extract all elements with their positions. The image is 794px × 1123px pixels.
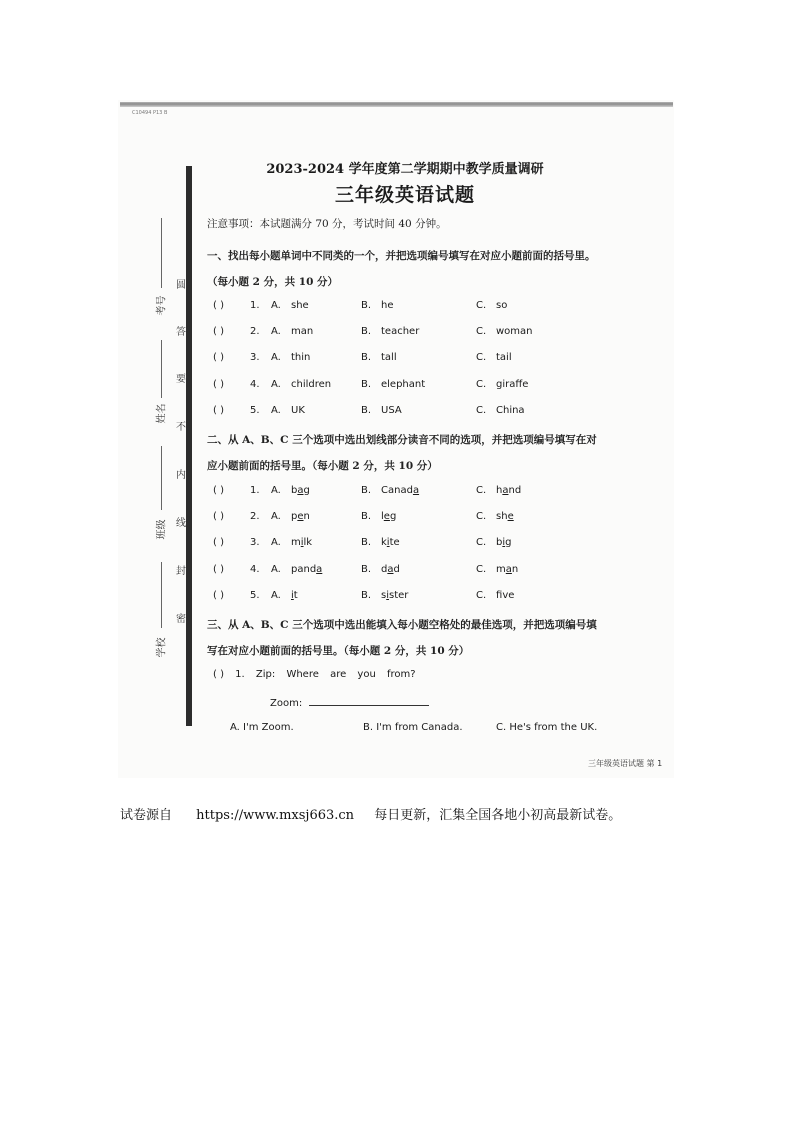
answer-paren[interactable]: ( ) [213, 379, 224, 390]
section2-heading: 二、从 A、B、C 三个选项中选出划线部分读音不同的选项，并把选项编号填写在对 [207, 434, 597, 446]
option-c-label: C. [476, 485, 487, 496]
option-b-label: B. [361, 564, 372, 575]
option-a-label: A. [271, 405, 281, 416]
option-c-label: C. [476, 564, 487, 575]
option-b-text: elephant [381, 379, 426, 390]
question-row [213, 300, 633, 314]
option-b-text: teacher [381, 326, 420, 337]
option-b-label: B. [361, 511, 372, 522]
option-c-text: tail [496, 352, 512, 363]
print-code: C10494 P13 B [132, 110, 168, 116]
question-number: 5. [250, 405, 260, 416]
word-part: s [381, 590, 387, 601]
option-a-text: she [291, 300, 309, 311]
reply-line [270, 696, 429, 709]
option-b-label: B. [361, 537, 372, 548]
option-c-text: China [496, 405, 525, 416]
option-a-label: A. [271, 590, 281, 601]
question-number: 1. [250, 300, 260, 311]
answer-paren[interactable]: ( ) [213, 485, 224, 496]
question-row [213, 485, 633, 499]
question-number: 2. [250, 326, 260, 337]
question-3-1 [213, 669, 424, 680]
word-part: sh [496, 511, 508, 522]
label-kaohao: 考号 [156, 295, 168, 316]
question-row [213, 379, 633, 393]
word-part: g [505, 537, 512, 548]
option-c: C. He's from the UK. [496, 722, 598, 733]
underlined-letters: e [297, 511, 304, 522]
word-part: nd [508, 485, 522, 496]
question-number: 3. [250, 352, 260, 363]
section3-heading: 三、从 A、B、C 三个选项中选出能填入每小题空格处的最佳选项，并把选项编号填 [207, 619, 597, 631]
option-c-word [496, 564, 518, 575]
label-xuexiao: 学校 [156, 637, 168, 658]
option-c-label: C. [476, 537, 487, 548]
question-row [213, 352, 633, 366]
option-a-word [291, 511, 310, 522]
underlined-letters: i [291, 590, 294, 601]
option-a-label: A. [271, 300, 281, 311]
option-c-word [496, 537, 512, 548]
underlined-letters: e [383, 511, 390, 522]
word-part: d [381, 564, 388, 575]
option-c-label: C. [476, 352, 487, 363]
option-a-word [291, 590, 298, 601]
word-part: k [381, 537, 387, 548]
option-a-word [291, 564, 322, 575]
answer-paren[interactable]: ( ) [213, 352, 224, 363]
section1-scoring: （每小题 2 分，共 10 分） [207, 276, 339, 288]
word: you [357, 669, 376, 680]
page-footer: 三年级英语试题 第 1 [588, 759, 663, 768]
word-part: h [496, 485, 503, 496]
word: Zip: [255, 669, 276, 680]
option-a-label: A. [271, 511, 281, 522]
underlined-letters: a [297, 485, 304, 496]
word-part: lk [303, 537, 313, 548]
option-a-word [291, 485, 310, 496]
source-suffix: 每日更新，汇集全国各地小初高最新试卷。 [374, 808, 622, 823]
underlined-letters: e [507, 511, 514, 522]
word-part: m [291, 537, 301, 548]
question-row [213, 590, 633, 604]
exam-title: 三年级英语试题 [334, 184, 475, 206]
option-b-label: B. [361, 326, 372, 337]
answer-paren[interactable]: ( ) [213, 590, 224, 601]
seal-char: 圆 [176, 280, 186, 291]
answer-blank[interactable] [309, 696, 429, 706]
section3-heading-cont: 写在对应小题前面的括号里。（每小题 2 分，共 10 分） [207, 645, 470, 657]
option-b-text: tall [381, 352, 397, 363]
seal-char: 密 [176, 614, 186, 625]
question-number: 1. [235, 669, 245, 680]
source-link[interactable]: https://www.mxsj663.cn [196, 808, 355, 823]
source-prefix: 试卷源自 [120, 808, 173, 823]
option-c-word [496, 485, 521, 496]
question-number: 4. [250, 379, 260, 390]
xuexiao-blank [161, 562, 162, 628]
option-a-text: UK [291, 405, 305, 416]
option-b-label: B. [361, 379, 372, 390]
word-part: ve [502, 590, 515, 601]
underlined-letters: i [386, 537, 390, 548]
option-a-text: man [291, 326, 314, 337]
word-part: t [293, 590, 298, 601]
answer-paren[interactable]: ( ) [213, 326, 224, 337]
underlined-letters: i [300, 537, 304, 548]
word-part: l [381, 511, 384, 522]
label-xingming: 姓名 [156, 403, 168, 424]
option-c-label: C. [476, 300, 487, 311]
option-a-text: children [291, 379, 332, 390]
answer-paren[interactable]: ( ) [213, 537, 224, 548]
seal-char: 线 [176, 518, 186, 529]
underlined-letters: i [386, 590, 389, 601]
reply-label: Zoom: [270, 698, 303, 709]
option-b-word [381, 537, 400, 548]
question-row [213, 564, 633, 578]
option-c-text: so [496, 300, 508, 311]
exam-term-title: 2023-2024 学年度第二学期期中教学质量调研 [266, 162, 544, 177]
option-a-text: thin [291, 352, 311, 363]
option-c-text: woman [496, 326, 533, 337]
underlined-letters: a [387, 564, 394, 575]
seal-char: 不 [176, 422, 186, 433]
word: from? [386, 669, 416, 680]
answer-paren[interactable]: ( ) [213, 300, 224, 311]
option-c-label: C. [476, 511, 487, 522]
option-b: B. I'm from Canada. [363, 722, 463, 733]
question-number: 2. [250, 511, 260, 522]
seal-char: 答 [176, 327, 186, 338]
kaohao-blank [161, 218, 162, 288]
label-banji: 班级 [156, 519, 168, 540]
underlined-letters: a [502, 485, 509, 496]
banji-blank [161, 446, 162, 510]
option-c-label: C. [476, 405, 487, 416]
word-part: d [393, 564, 400, 575]
scan-edge-line [120, 102, 673, 107]
word-part: ster [389, 590, 409, 601]
underlined-letters: a [505, 564, 512, 575]
exam-note: 注意事项：本试题满分 70 分，考试时间 40 分钟。 [207, 218, 447, 230]
option-c-label: C. [476, 379, 487, 390]
underlined-letters: a [412, 485, 420, 496]
option-b-word [381, 590, 408, 601]
question-row [213, 326, 633, 340]
option-b-word [381, 485, 419, 496]
question-number: 5. [250, 590, 260, 601]
question-number: 1. [250, 485, 260, 496]
word-part: te [389, 537, 400, 548]
seal-char: 封 [176, 566, 186, 577]
question-row [213, 537, 633, 551]
option-b-text: he [381, 300, 394, 311]
word-part: b [496, 537, 503, 548]
option-b-label: B. [361, 300, 372, 311]
option-a-label: A. [271, 352, 281, 363]
answer-paren[interactable]: ( ) [213, 669, 224, 680]
word-part: g [303, 485, 310, 496]
answer-paren[interactable]: ( ) [213, 405, 224, 416]
option-a-label: A. [271, 326, 281, 337]
option-b-text: USA [381, 405, 402, 416]
underlined-letters: i [502, 537, 506, 548]
option-c-text: giraffe [496, 379, 529, 390]
answer-paren[interactable]: ( ) [213, 511, 224, 522]
option-c-word [496, 590, 514, 601]
source-line [120, 804, 621, 823]
word-part: b [291, 485, 298, 496]
option-c-label: C. [476, 326, 487, 337]
option-b-word [381, 564, 400, 575]
seal-char: 要 [176, 374, 186, 385]
word-part: Canad [381, 485, 413, 496]
option-b-label: B. [361, 352, 372, 363]
option-b-label: B. [361, 590, 372, 601]
option-b-label: B. [361, 405, 372, 416]
word-part: f [496, 590, 503, 601]
section1-heading: 一、找出每小题单词中不同类的一个，并把选项编号填写在对应小题前面的括号里。 [207, 250, 596, 262]
section2-heading-cont: 应小题前面的括号里。（每小题 2 分，共 10 分） [207, 460, 438, 472]
option-a-label: A. [271, 485, 281, 496]
option-c-word [496, 511, 514, 522]
word-part: pand [291, 564, 317, 575]
option-a-label: A. [271, 564, 281, 575]
xingming-blank [161, 340, 162, 398]
binding-bar [186, 166, 192, 726]
answer-paren[interactable]: ( ) [213, 564, 224, 575]
question-number: 4. [250, 564, 260, 575]
word-part: p [291, 511, 298, 522]
option-b-label: B. [361, 485, 372, 496]
option-a-word [291, 537, 312, 548]
option-a-label: A. [271, 379, 281, 390]
question-row [213, 511, 633, 525]
word-part: g [389, 511, 397, 522]
option-c-label: C. [476, 590, 487, 601]
option-b-word [381, 511, 396, 522]
option-a-label: A. [271, 537, 281, 548]
underlined-letters: a [316, 564, 323, 575]
seal-char: 内 [176, 470, 186, 481]
word-part: m [496, 564, 506, 575]
word-part: n [511, 564, 519, 575]
option-a: A. I'm Zoom. [230, 722, 294, 733]
word-part: n [303, 511, 310, 522]
question-row [213, 405, 633, 419]
question-number: 3. [250, 537, 260, 548]
word: Where [286, 669, 319, 680]
word: are [330, 669, 347, 680]
